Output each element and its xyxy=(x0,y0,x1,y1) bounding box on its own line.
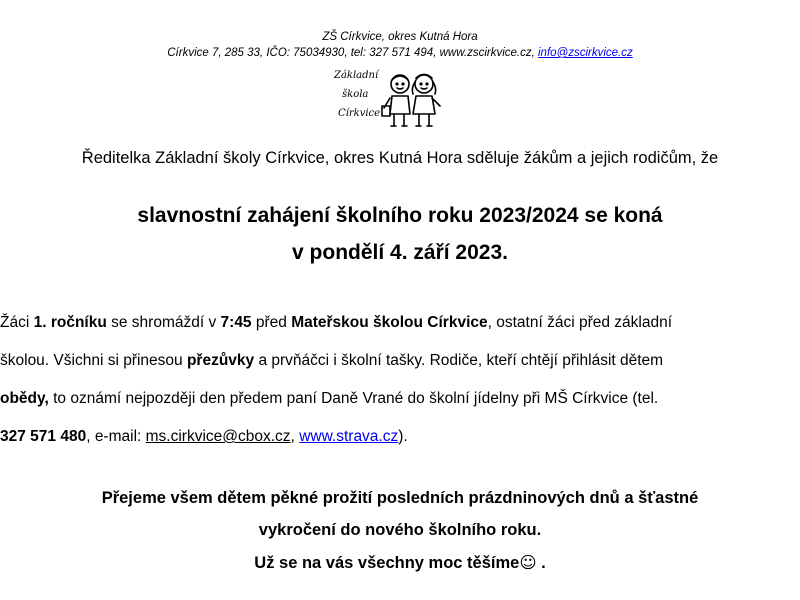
paragraph-line-1 xyxy=(0,314,672,332)
text: před xyxy=(251,314,292,331)
text: se shromáždí v xyxy=(106,314,221,331)
logo-lettering xyxy=(326,66,386,123)
slippers-emphasis: přezůvky xyxy=(186,352,255,369)
text: to oznámí nejpozději den předem paní Daně Vrané do školní jídelny při MŠ Církvice (tel. xyxy=(48,390,659,407)
address-text: Církvice 7, 285 33, IČO: 75034930, tel: 327 571 494, www.zscirkvice.cz, xyxy=(167,47,538,59)
school-address xyxy=(0,47,800,59)
children-drawing-icon xyxy=(380,68,444,132)
closing-line-1: Přejeme všem dětem pěkné prožití posledních prázdninových dnů a šťastné xyxy=(101,489,699,507)
smiley-icon: ☺ xyxy=(519,553,537,572)
school-logo xyxy=(326,66,444,132)
text: školou. Všichni si přinesou xyxy=(0,352,187,369)
intro-sentence: Ředitelka Základní školy Církvice, okres Kutná Hora sděluje žákům a jejich rodičům, že xyxy=(81,149,719,167)
logo-line-3: Církvice xyxy=(338,108,381,119)
text: , xyxy=(290,428,300,445)
text: , ostatní žáci před základní xyxy=(487,314,673,331)
school-name: ZŠ Církvice, okres Kutná Hora xyxy=(322,31,478,43)
phone-number: 327 571 480 xyxy=(0,428,87,445)
text: Žáci xyxy=(0,314,34,331)
headline-line-2: v pondělí 4. září 2023. xyxy=(292,241,508,264)
headline-line-1: slavnostní zahájení školního roku 2023/2024 se koná xyxy=(137,204,663,227)
text: , e-mail: xyxy=(86,428,146,445)
grade-emphasis: 1. ročníku xyxy=(33,314,107,331)
closing-text: Už se na vás všechny moc těšíme xyxy=(254,554,520,572)
text: ). xyxy=(398,428,408,445)
logo-line-1: Základní xyxy=(334,70,379,81)
school-email-link[interactable]: info@zscirkvice.cz xyxy=(538,47,633,59)
place-emphasis: Mateřskou školou Církvice xyxy=(291,314,488,331)
paragraph-line-4 xyxy=(0,428,408,446)
text: a prvňáčci i školní tašky. Rodiče, kteří chtějí přihlásit dětem xyxy=(254,352,664,369)
closing-period: . xyxy=(536,554,546,572)
closing-line-2: vykročení do nového školního roku. xyxy=(258,521,542,539)
paragraph-line-2 xyxy=(0,352,663,370)
time-emphasis: 7:45 xyxy=(220,314,252,331)
strava-web-link[interactable]: www.strava.cz xyxy=(299,428,399,445)
closing-line-3 xyxy=(0,553,800,573)
logo-line-2: škola xyxy=(342,89,369,100)
canteen-email-link[interactable]: ms.cirkvice@cbox.cz xyxy=(145,428,291,445)
paragraph-line-3 xyxy=(0,390,658,408)
lunch-emphasis: obědy, xyxy=(0,390,49,407)
